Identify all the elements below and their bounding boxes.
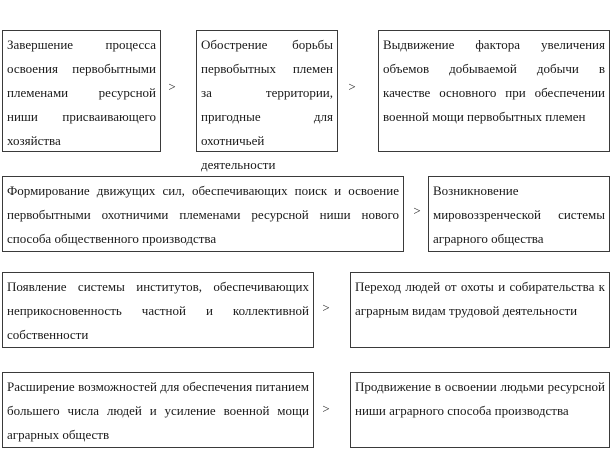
box-completion-appropriating-economy [2, 30, 161, 152]
box-text: Формирование движущих сил, обеспечивающих поиск и освоение первобытными охотничими племенами ресурсной ниши нового способа общественного производства [7, 183, 399, 246]
box-property-institutions [2, 272, 314, 348]
box-prey-volume-factor [378, 30, 610, 152]
box-food-and-military-expansion [2, 372, 314, 448]
box-text: Переход людей от охоты и собирательства к аграрным видам трудовой деятельности [355, 279, 605, 318]
arrow-right: > [348, 79, 356, 94]
arrow-right: > [413, 203, 421, 218]
box-territory-struggle [196, 30, 338, 172]
arrow-right: > [322, 401, 330, 416]
box-text: Появление системы институтов, обеспечивающих неприкосновенность частной и коллективной собственности [7, 279, 309, 342]
box-driving-forces-formation [2, 176, 404, 252]
box-text: Возникновение мировоззренческой системы аграрного общества [433, 183, 605, 246]
box-transition-to-agriculture [350, 272, 610, 348]
box-text: Расширение возможностей для обеспечения питанием большего числа людей и усиление военной мощи аграрных обществ [7, 379, 309, 442]
box-text: Выдвижение фактора увеличения объемов добываемой добычи в качестве основного при обеспечении военной мощи первобытных племен [383, 37, 605, 124]
box-agrarian-niche-advancement [350, 372, 610, 448]
arrow-right: > [322, 300, 330, 315]
arrow-right: > [168, 79, 176, 94]
box-text: Продвижение в освоении людьми ресурсной ниши аграрного способа производства [355, 379, 605, 418]
box-text: Обострение борьбы первобытных племен за территории, пригодные для охотничьей деятельности [201, 37, 333, 172]
box-worldview-system [428, 176, 610, 252]
box-text: Завершение процесса освоения первобытными племенами ресурсной ниши присваивающего хозяйства [7, 37, 156, 148]
